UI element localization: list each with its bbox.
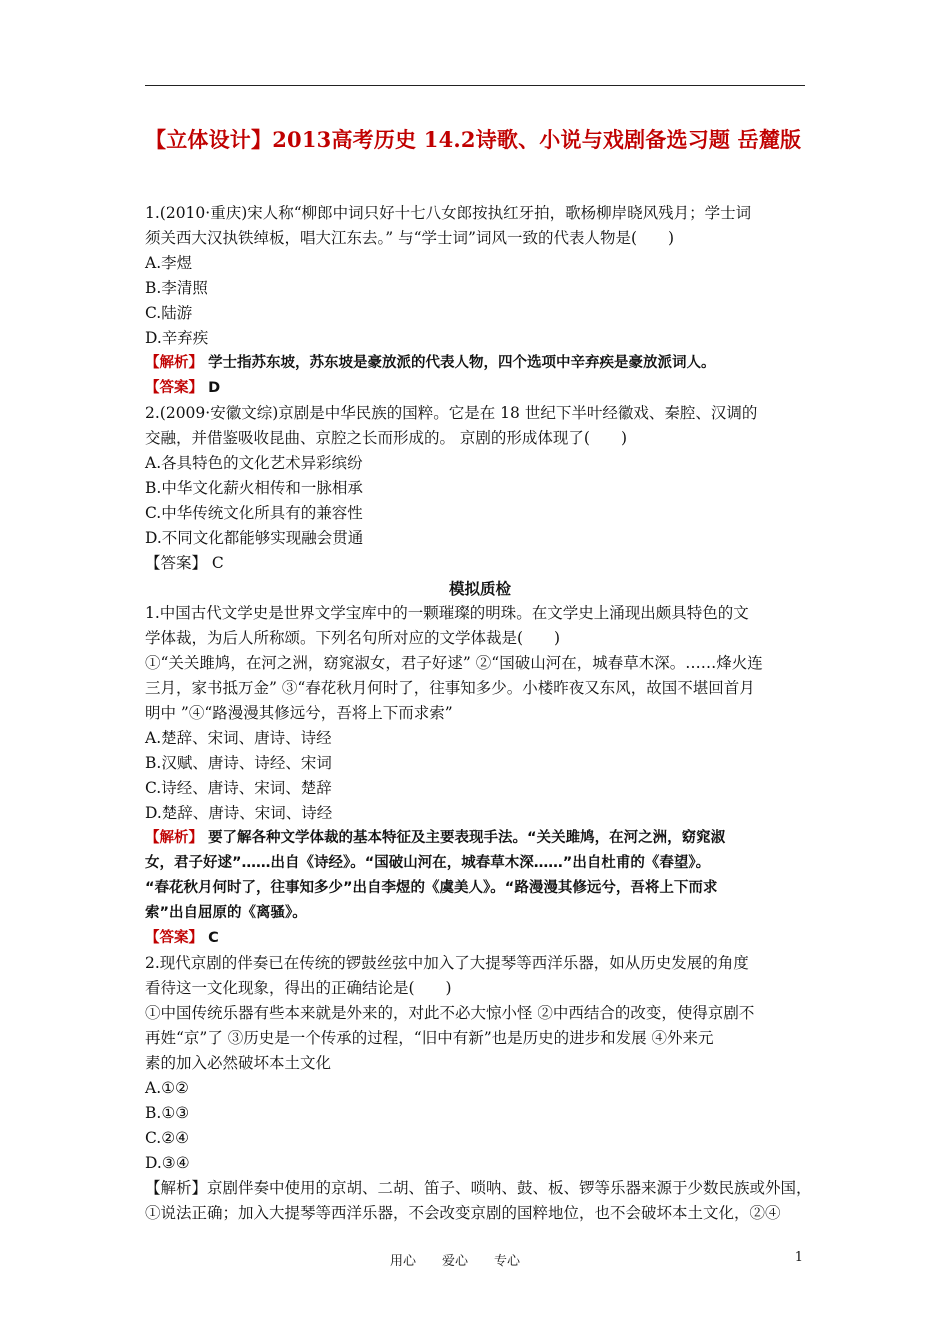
text-line [145,676,815,701]
line-text: B.李清照 [145,279,208,297]
text-line [145,326,815,351]
text-line [145,1101,815,1126]
text-line [145,926,815,951]
text-line [145,901,815,926]
text-line [145,426,815,451]
page-footer [145,1250,815,1270]
text-line [145,376,815,401]
text-line [145,1126,815,1151]
line-text: D.③④ [145,1154,190,1172]
section-heading [145,576,815,601]
text-line [145,626,815,651]
text-line [145,226,815,251]
header-rule [145,85,805,86]
line-text: A.李煜 [145,254,193,272]
text-line [145,1051,815,1076]
line-text: A.各具特色的文化艺术异彩缤纷 [145,454,363,472]
line-text: C.中华传统文化所具有的兼容性 [145,504,363,522]
text-line [145,776,815,801]
line-text: 学体裁，为后人所称颂。下列名句所对应的文学体裁是( ) [145,629,561,647]
line-text: 模拟质检 [448,579,511,598]
line-text: B.中华文化薪火相传和一脉相承 [145,479,363,497]
line-text: A.①② [145,1079,189,1097]
text-line [145,276,815,301]
line-text: 看待这一文化现象，得出的正确结论是( ) [145,979,452,997]
text-line [145,526,815,551]
line-text: 明中 ”④“路漫漫其修远兮，吾将上下而求索” [145,704,453,722]
text-line [145,851,815,876]
text-line [145,801,815,826]
line-text: 【解析】京剧伴奏中使用的京胡、二胡、笛子、唢呐、鼓、板、锣等乐器来源于少数民族或外国， [145,1179,812,1197]
text-line [145,1201,815,1226]
line-text: ①中国传统乐器有些本来就是外来的，对此不必大惊小怪 ②中西结合的改变，使得京剧不 [145,1004,755,1022]
text-line [145,826,815,851]
text-line [145,751,815,776]
line-text: D.楚辞、唐诗、宋词、诗经 [145,804,333,822]
text-line [145,351,815,376]
line-text: 交融，并借鉴吸收昆曲、京腔之长而形成的。 京剧的形成体现了( ) [145,429,628,447]
label-tag: 【解析】 [145,830,203,846]
text-line [145,951,815,976]
line-text: B.汉赋、唐诗、诗经、宋词 [145,754,332,772]
text-line [145,201,815,226]
text-line [145,726,815,751]
label-tag: 【答案】 [145,380,203,396]
footer-motto: 用心 爱心 专心 [390,1254,521,1269]
line-text: 学士指苏东坡，苏东坡是豪放派的代表人物，四个选项中辛弃疾是豪放派词人。 [208,355,716,371]
text-line [145,976,815,1001]
text-line [145,1026,815,1051]
line-text: D.不同文化都能够实现融会贯通 [145,529,364,547]
line-text: 2.(2009·安徽文综)京剧是中华民族的国粹。它是在 18 世纪下半叶经徽戏、秦腔、汉调的 [145,404,758,422]
line-text: 1.(2010·重庆)宋人称“柳郎中词只好十七八女郎按执红牙拍，歌杨柳岸晓风残月；学士词 [145,204,752,222]
line-text: 女，君子好逑”……出自《诗经》。“国破山河在，城春草木深……”出自杜甫的《春望》。 [145,855,711,871]
line-text: 1.中国古代文学史是世界文学宝库中的一颗璀璨的明珠。在文学史上涌现出颇具特色的文 [145,604,749,622]
text-line [145,1076,815,1101]
text-line [145,501,815,526]
line-text: 须关西大汉执铁绰板，唱大江东去。” 与“学士词”词风一致的代表人物是( ) [145,229,675,247]
document-title: 【立体设计】2013高考历史 14.2诗歌、小说与戏剧备选习题 岳麓版 [145,127,802,152]
line-text: 要了解各种文学体裁的基本特征及主要表现手法。“关关雎鸠，在河之洲，窈窕淑 [208,830,726,846]
line-text: ①“关关雎鸠，在河之洲，窈窕淑女，君子好逑” ②“国破山河在，城春草木深。……烽火连 [145,654,763,672]
line-text: C [208,930,219,946]
line-text: 再姓“京”了 ③历史是一个传承的过程，“旧中有新”也是历史的进步和发展 ④外来元 [145,1029,714,1047]
line-text: A.楚辞、宋词、唐诗、诗经 [145,729,332,747]
line-text: C.陆游 [145,304,193,322]
document-body [145,201,815,1226]
text-line [145,601,815,626]
line-text: B.①③ [145,1104,190,1122]
text-line [145,701,815,726]
text-line [145,251,815,276]
text-line [145,476,815,501]
line-text: C.②④ [145,1129,190,1147]
text-line [145,651,815,676]
text-line [145,551,815,576]
line-text: 【答案】 C [145,554,224,572]
label-tag: 【解析】 [145,355,203,371]
line-text: 素的加入必然破坏本土文化 [145,1054,332,1072]
line-text: D.辛弃疾 [145,329,209,347]
line-text: ①说法正确；加入大提琴等西洋乐器，不会改变京剧的国粹地位，也不会破坏本土文化，②④ [145,1204,781,1222]
line-text: “春花秋月何时了，往事知多少”出自李煜的《虞美人》。“路漫漫其修远兮，吾将上下而求 [145,880,718,896]
line-text: 索”出自屈原的《离骚》。 [145,905,307,921]
line-text: D [208,380,221,396]
text-line [145,1001,815,1026]
line-text: C.诗经、唐诗、宋词、楚辞 [145,779,332,797]
text-line [145,876,815,901]
text-line [145,401,815,426]
page-number: 1 [794,1250,803,1265]
line-text: 2.现代京剧的伴奏已在传统的锣鼓丝弦中加入了大提琴等西洋乐器，如从历史发展的角度 [145,954,749,972]
label-tag: 【答案】 [145,930,203,946]
text-line [145,451,815,476]
text-line [145,1176,815,1201]
line-text: 三月，家书抵万金” ③“春花秋月何时了，往事知多少。小楼昨夜又东风，故国不堪回首月 [145,679,755,697]
text-line [145,1151,815,1176]
text-line [145,301,815,326]
